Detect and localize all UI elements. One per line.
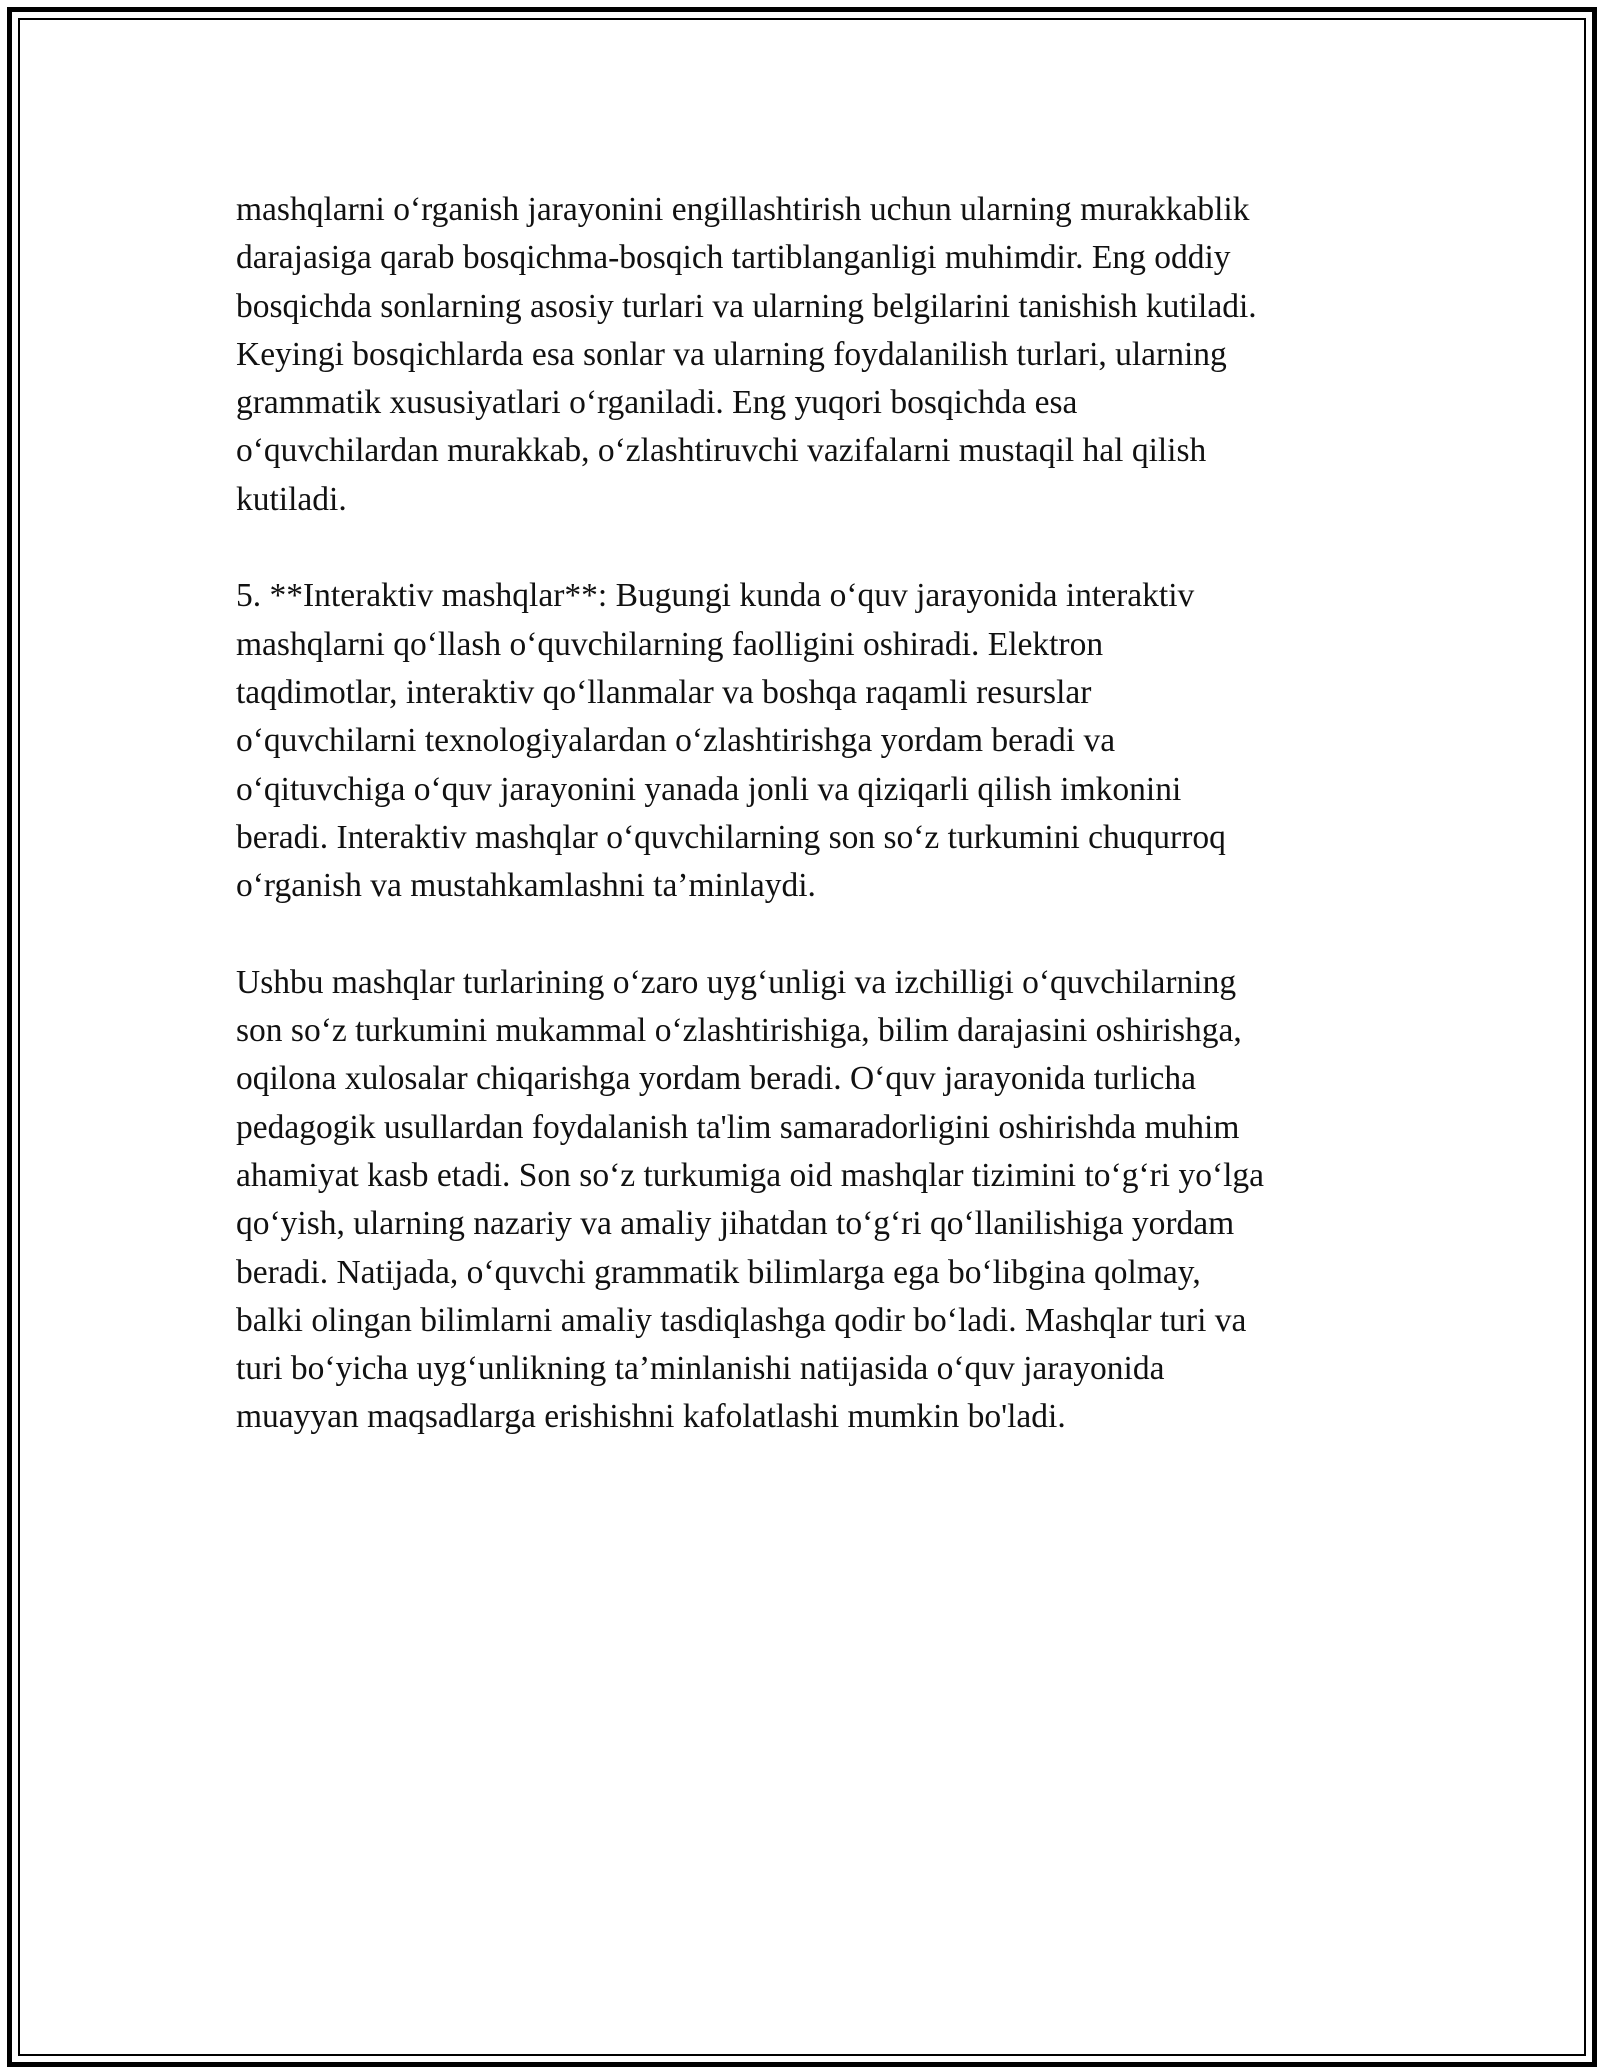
text-line: 5. **Interaktiv mashqlar**: Bugungi kunda o‘quv jarayonida interaktiv [236,577,1195,615]
text-line: kutiladi. [236,480,347,518]
document-body [236,186,1366,1490]
text-line: Ushbu mashqlar turlarining o‘zaro uyg‘unligi va izchilligi o‘quvchilarning [236,963,1237,1001]
text-line: turi bo‘yicha uyg‘unlikning ta’minlanishi natijasida o‘quv jarayonida [236,1350,1165,1388]
text-line: beradi. Natijada, o‘quvchi grammatik bilimlarga ega bo‘libgina qolmay, [236,1253,1201,1291]
text-line: grammatik xususiyatlari o‘rganiladi. Eng yuqori bosqichda esa [236,384,1078,422]
text-line: son so‘z turkumini mukammal o‘zlashtirishiga, bilim darajasini oshirishga, [236,1012,1242,1050]
paragraph-3 [236,959,1366,1442]
text-line: o‘rganish va mustahkamlashni ta’minlaydi. [236,867,816,905]
text-line: balki olingan bilimlarni amaliy tasdiqlashga qodir bo‘ladi. Mashqlar turi va [236,1301,1247,1339]
text-line: oqilona xulosalar chiqarishga yordam beradi. O‘quv jarayonida turlicha [236,1060,1197,1098]
text-line: pedagogik usullardan foydalanish ta'lim samaradorligini oshirishda muhim [236,1108,1240,1146]
text-line: muayyan maqsadlarga erishishni kafolatlashi mumkin bo'ladi. [236,1398,1066,1436]
text-line: mashqlarni qo‘llash o‘quvchilarning faolligini oshiradi. Elektron [236,625,1104,663]
text-line: Keyingi bosqichlarda esa sonlar va ularning foydalanilish turlari, ularning [236,335,1227,373]
text-line: mashqlarni o‘rganish jarayonini engillashtirish uchun ularning murakkablik [236,191,1250,228]
paragraph-2 [236,572,1366,910]
text-line: beradi. Interaktiv mashqlar o‘quvchilarning son so‘z turkumini chuqurroq [236,818,1226,856]
text-line: o‘quvchilardan murakkab, o‘zlashtiruvchi vazifalarni mustaqil hal qilish [236,432,1207,470]
text-line: bosqichda sonlarning asosiy turlari va ularning belgilarini tanishish kutiladi. [236,287,1257,325]
text-line: o‘quvchilarni texnologiyalardan o‘zlashtirishga yordam beradi va [236,722,1116,760]
text-line: ahamiyat kasb etadi. Son so‘z turkumiga oid mashqlar tizimini to‘g‘ri yo‘lga [236,1156,1265,1194]
text-line: taqdimotlar, interaktiv qo‘llanmalar va boshqa raqamli resurslar [236,673,1092,711]
text-line: darajasiga qarab bosqichma-bosqich tartiblanganligi muhimdir. Eng oddiy [236,239,1231,277]
text-line: o‘qituvchiga o‘quv jarayonini yanada jonli va qiziqarli qilish imkonini [236,770,1182,808]
text-line: qo‘yish, ularning nazariy va amaliy jihatdan to‘g‘ri qo‘llanilishiga yordam [236,1205,1235,1243]
paragraph-1 [236,186,1366,524]
